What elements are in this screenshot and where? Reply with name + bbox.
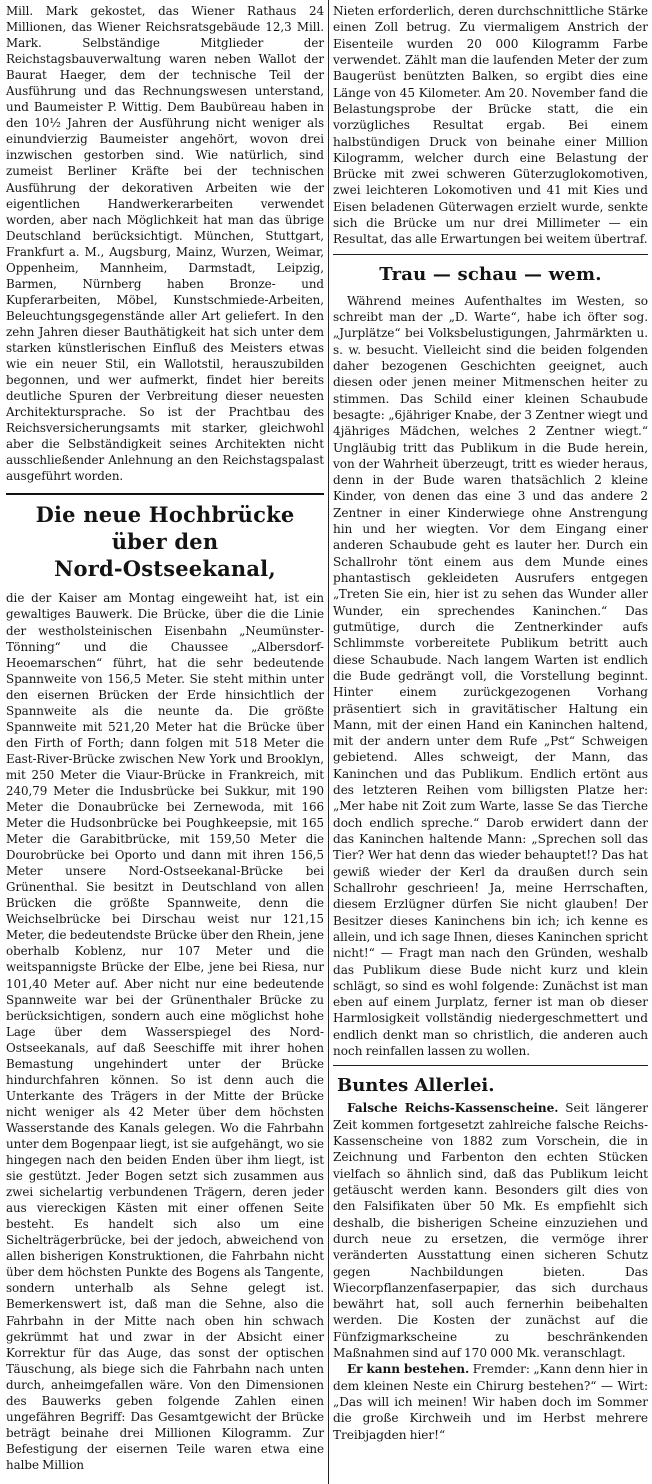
trau-article-body: Während meines Aufenthaltes im Westen, so schreibt man der „D. Warte“, habe ich öfter sog. „Jurplätze“ bei Volksbelustigungen, Jahrmärkten u. s. w. besucht. Vielleicht sind die beiden folgenden daher bezogenen Geschichten geeignet, auch diesen oder jenen meiner Mitmenschen heiter zu stimmen. Das Schild einer kleinen Schaubude besagte: „6jähriger Knabe, der 3 Zentner wiegt und 4jähriges Mädchen, welches 2 Zentner wiegt.“ Ungläubig tritt das Publikum in die Bude herein, von der Wahrheit überzeugt, tritt es wieder heraus, denn in der Bude waren thatsächlich 2 kleine Kinder, von denen das eine 3 und das andere 2 Zentner in einer Kinderwiege ohne Anstrengung hin und her wiegten. Vor dem Eingang einer anderen Schaubude geht es lauter her. Durch ein Schallrohr tönt einem aus dem Munde eines phantastisch gekleideten Ausrufers entgegen „Treten Sie ein, hier ist zu sehen das Wunder aller Wunder, ein sprechendes Kaninchen.“ Das gutmütige, durch die Zentnerkinder aufs Schlimmste vorbereitete Publikum betritt auch diese Schaubude. Nach langem Warten ist endlich die Bude gedrängt voll, die Vorstellung beginnt. Hinter einem zurückgezogenen Vorhang präsentiert sich in gravitätischer Haltung ein Mann, mit der einen Hand ein Kaninchen haltend, mit der andern unter dem Rufe „Pst“ Schweigen gebietend. Alles schweigt, der Mann, das Kaninchen und das Publikum. Endlich ertönt aus des letzteren Reihen vom billigsten Platze her: „Mer habe nit Zoit zum Warte, lasse Se das Tierche doch endlich spreche.“ Darob erwidert dann der das Kaninchen haltende Mann: „Sprechen soll das Tier? Wer hat denn das wieder behauptet!? Das hat gewiß wieder der Kerl da draußen durch sein Schallrohr geschrieen! Ja, meine Herrschaften, diesem Erzlügner dürfen Sie nicht glauben! Der Besitzer dieses Kaninchens bin ich; ich kenne es allein, und ich sage Ihnen, dieses Kaninchen spricht nicht!“ — Fragt man nach den Gründen, weshalb das Publikum diese Bude nicht kurz und klein schlägt, so sind es wohl folgende: Zunächst ist man eben auf einem Jurplatz, ferner ist man ob dieser Harmlosigkeit vollständig niedergeschmettert und endlich denkt man so christlich, die anderen auch noch reinfallen lassen zu wollen. xyxy=(333,293,648,1059)
item-false-banknotes-body: Seit längerer Zeit kommen fortgesetzt zahlreiche falsche Reichs-Kassenscheine von 1882 zum Vorschein, die in Zeichnung und Farbenton den echten Stücken vielfach so ähnlich sind, daß das Publikum leicht getäuscht werden kann. Besonders gilt dies von den Falsifikaten über 50 Mk. Es empfiehlt sich deshalb, die bisherigen Scheine einzuziehen und durch neue zu ersetzen, die vermöge ihrer veränderten Ausstattung einen sicheren Schutz gegen Nachbildungen bieten. Das Wiecorpflanzenfaserpapier, das sich durchaus bewährt hat, soll auch fernerhin beibehalten werden. Die Kosten der zunächst auf die Fünfzigmarkscheine zu beschränkenden Maßnahmen sind auf 170 000 Mk. veranschlagt. xyxy=(333,1101,648,1361)
right-column xyxy=(333,3,648,1443)
item-false-banknotes-head: Falsche Reichs-Kassenscheine. xyxy=(347,1101,559,1116)
column-divider xyxy=(328,0,329,1484)
article-separator xyxy=(6,493,324,495)
reichstag-article-continuation: Mill. Mark gekostet, das Wiener Rathaus 24 Millionen, das Wiener Reichsratsgebäude 12,3 Mill. Mark. Selbständige Mitglieder der Reichstagsbauverwaltung waren neben Wallot der Baurat Haeger, dem der technische Teil der Ausführung und das Rechnungswesen unterstand, und Baumeister P. Wittig. Dem Baubüreau haben in den 10½ Jahren der Ausführung nicht weniger als einundvierzig Baumeister angehört, wovon drei inzwischen gestorben sind. Wie natürlich, sind zumeist Berliner Kräfte bei der technischen Ausführung der dekorativen Arbeiten wie der eigentlichen Handwerkerarbeiten verwendet worden, aber nach Möglichkeit hat man das übrige Deutschland berücksichtigt. München, Stuttgart, Frankfurt a. M., Augsburg, Mainz, Wurzen, Weimar, Oppenheim, Mannheim, Darmstadt, Leipzig, Barmen, Nürnberg haben Bronze- und Kupferarbeiten, Möbel, Kunstschmiede-Arbeiten, Beleuchtungsgegenstände aller Art geliefert. In den zehn Jahren dieser Bauthätigkeit hat sich unter dem starken künstlerischen Einfluß des Meisters etwas wie ein neuer Stil, ein Wallotstil, herauszubilden begonnen, und wer aufmerkt, findet hier bereits deutliche Spuren der Verbreitung dieser neuesten Architektursprache. So ist der Prachtbau des Reichsversicherungsamts mit starker, gleichwohl aber die Selbständigkeit seines Architekten nicht ausschließender Anlehnung an den Reichstagspalast ausgeführt worden. xyxy=(6,4,324,484)
bridge-title-line2: Nord-Ostseekanal, xyxy=(54,556,276,582)
article-separator xyxy=(333,254,648,255)
item-er-kann-bestehen xyxy=(333,1361,648,1443)
item-er-kann-bestehen-body: Fremder: „Kann denn hier in dem kleinen Neste ein Chirurg bestehen?“ — Wirt: „Das will ich meinen! Wir haben doch im Sommer die große Kirchweih und im Herbst mehrere Treibjagden hier!“ xyxy=(333,1362,648,1442)
buntes-allerlei-title: Buntes Allerlei. xyxy=(337,1075,495,1097)
bridge-title-line1: Die neue Hochbrücke über den xyxy=(35,502,295,555)
item-false-banknotes xyxy=(333,1100,648,1361)
bridge-article-body: die der Kaiser am Montag eingeweiht hat, ist ein gewaltiges Bauwerk. Die Brücke, über die die Linie der westholsteinischen Eisenbahn „Neumünster-Tönning“ und die Chaussee „Albersdorf-Heoemarschen“ führt, hat die sehr bedeutende Spannweite von 156,5 Meter. Sie steht mithin unter den eisernen Brücken der Erde hinsichtlich der Spannweite als die neunte da. Die größte Spannweite mit 521,20 Meter hat die Brücke über den Firth of Forth; dann folgen mit 518 Meter die East-River-Brücke zwischen New York und Brooklyn, mit 250 Meter die Viaur-Brücke in Frankreich, mit 240,79 Meter die Indusbrücke bei Sukkur, mit 190 Meter die Donaubrücke bei Zernewoda, mit 166 Meter die Hudsonbrücke bei Poughkeepsie, mit 165 Meter die Garabitbrücke, mit 159,50 Meter die Dourobrücke bei Oporto und dann mit ihren 156,5 Meter unsere Nord-Ostseekanal-Brücke bei Grünenthal. Sie besitzt in Deutschland von allen Brücken die größte Spannweite, denn die Weichselbrücke bei Dirschau weist nur 121,15 Meter, die bedeutendste Brücke über den Rhein, jene oberhalb Koblenz, nur 107 Meter und die weitspannigste Brücke der Elbe, jene bei Riesa, nur 101,40 Meter auf. Aber nicht nur eine bedeutende Spannweite war bei der Grünenthaler Brücke zu berücksichtigen, sondern auch eine möglichst hohe Lage über dem Wasserspiegel des Nord-Ostseekanals, auf daß Seeschiffe mit ihrer hohen Bemastung ungehindert unter der Brücke hindurchfahren können. So ist denn auch die Unterkante des Trägers in der Mitte der Brücke nicht weniger als 42 Meter über dem höchsten Wasserstande des Kanals gelegen. Wo die Fahrbahn unter dem Bogenpaar liegt, ist sie aufgehängt, wo sie hingegen nach den beiden Enden über ihm liegt, ist sie gestützt. Jeder Bogen setzt sich zusammen aus zwei sichelartig verbundenen Trägern, deren jeder aus viereckigen Kästen mit einer offenen Seite besteht. Es handelt sich also um eine Sichelträgerbrücke, bei der jedoch, abweichend von allen bisherigen Konstruktionen, die Fahrbahn nicht über dem höchsten Punkte des Bogens als Tangente, sondern unterhalb als Sehne gelegt ist. Bemerkenswert ist, daß man die Sehne, also die Fahrbahn in der Mitte nach oben hin schwach gekrümmt hat und zwar in der Absicht einer Korrektur für das Auge, das sonst der optischen Täuschung, als biege sich die Fahrbahn nach unten durch, anheimgefallen wäre. Von den Dimensionen des Bauwerks geben folgende Zahlen einen ungefähren Begriff: Das Gesamtgewicht der Brücke beträgt beinahe drei Millionen Kilogramm. Zur Befestigung der eisernen Teile waren etwa eine halbe Million xyxy=(6,591,324,1472)
item-er-kann-bestehen-head: Er kann bestehen. xyxy=(347,1362,470,1377)
article-separator xyxy=(333,1065,648,1066)
bridge-article-continuation: Nieten erforderlich, deren durchschnittliche Stärke einen Zoll betrug. Zu viermaligem Anstrich der Eisenteile wurden 20 000 Kilogramm Farbe verwendet. Zählt man die laufenden Meter der zum Baugerüst benützten Balken, so ergibt dies eine Länge von 45 Kilometer. Am 20. November fand die Belastungsprobe der Brücke statt, die ein vorzügliches Resultat ergab. Bei einem halbstündigen Druck von beinahe einer Million Kilogramm, welcher durch eine Belastung der Brücke mit zwei schweren Güterzuglokomotiven, zwei leichteren Lokomotiven und 41 mit Kies und Eisen beladenen Güterwagen erzielt wurde, senkte sich die Brücke um nur drei Millimeter — ein Resultat, das alle Erwartungen bei weitem übertraf. xyxy=(333,4,648,247)
trau-article-title: Trau — schau — wem. xyxy=(379,263,602,285)
left-column xyxy=(6,3,324,1473)
bridge-article-title xyxy=(6,501,324,582)
